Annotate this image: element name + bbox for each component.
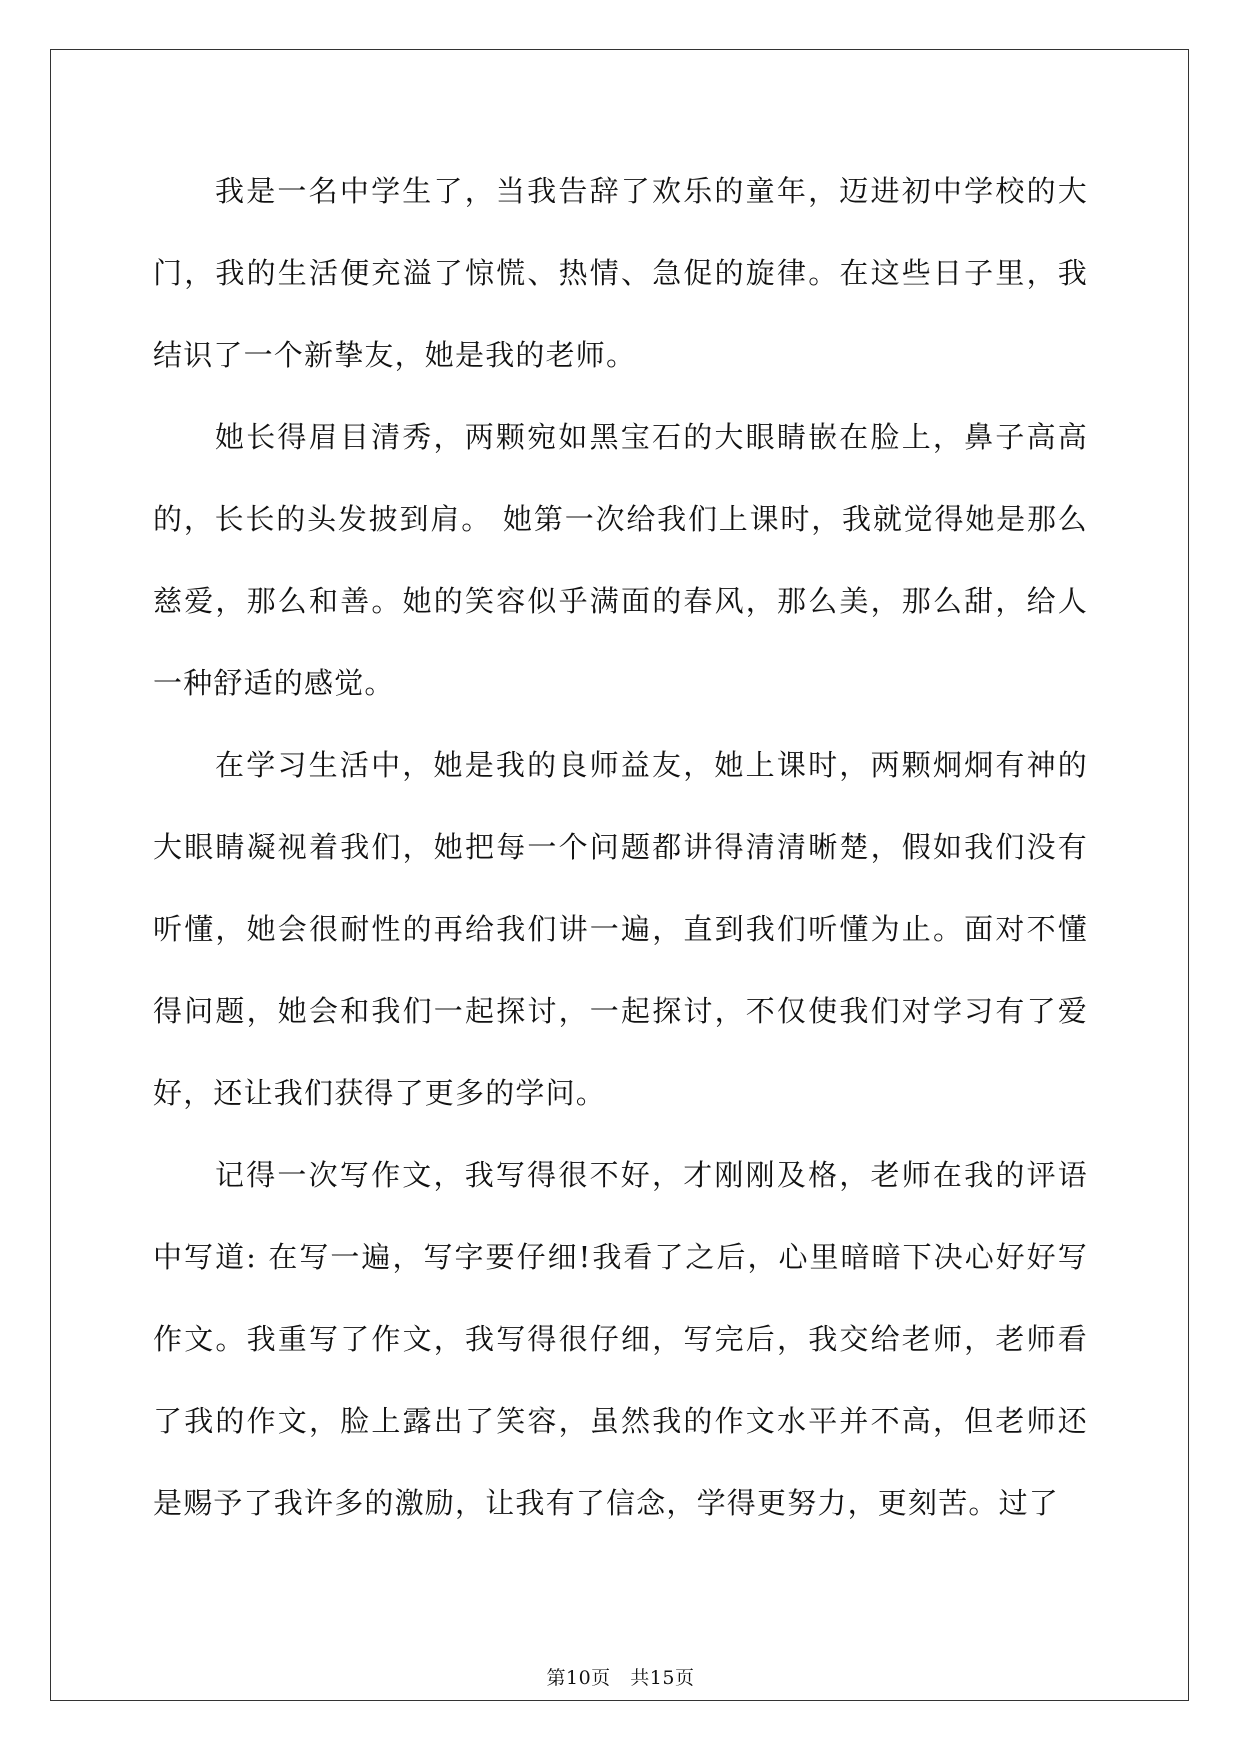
- document-body: [153, 150, 1088, 1544]
- paragraph: 记得一次写作文，我写得很不好，才刚刚及格，老师在我的评语中写道: 在写一遍，写字要仔细!我看了之后，心里暗暗下决心好好写作文。我重写了作文，我写得很仔细，写完后，我交给老师，老师看了我的作文，脸上露出了笑容，虽然我的作文水平并不高，但老师还是赐予了我许多的激励，让我有了信念，学得更努力，更刻苦。过了: [153, 1158, 1088, 1520]
- page-number-footer: 第10页 共15页: [546, 1667, 695, 1689]
- paragraph: 她长得眉目清秀，两颗宛如黑宝石的大眼睛嵌在脸上，鼻子高高的，长长的头发披到肩。 她第一次给我们上课时，我就觉得她是那么慈爱，那么和善。她的笑容似乎满面的春风，那么美，那么甜，给人一种舒适的感觉。: [153, 420, 1088, 700]
- paragraph: 在学习生活中，她是我的良师益友，她上课时，两颗炯炯有神的大眼睛凝视着我们，她把每一个问题都讲得清清晰楚，假如我们没有听懂，她会很耐性的再给我们讲一遍，直到我们听懂为止。面对不懂得问题，她会和我们一起探讨，一起探讨，不仅使我们对学习有了爱好，还让我们获得了更多的学问。: [153, 748, 1088, 1110]
- paragraph: 我是一名中学生了，当我告辞了欢乐的童年，迈进初中学校的大门，我的生活便充溢了惊慌、热情、急促的旋律。在这些日子里，我结识了一个新挚友，她是我的老师。: [153, 174, 1088, 372]
